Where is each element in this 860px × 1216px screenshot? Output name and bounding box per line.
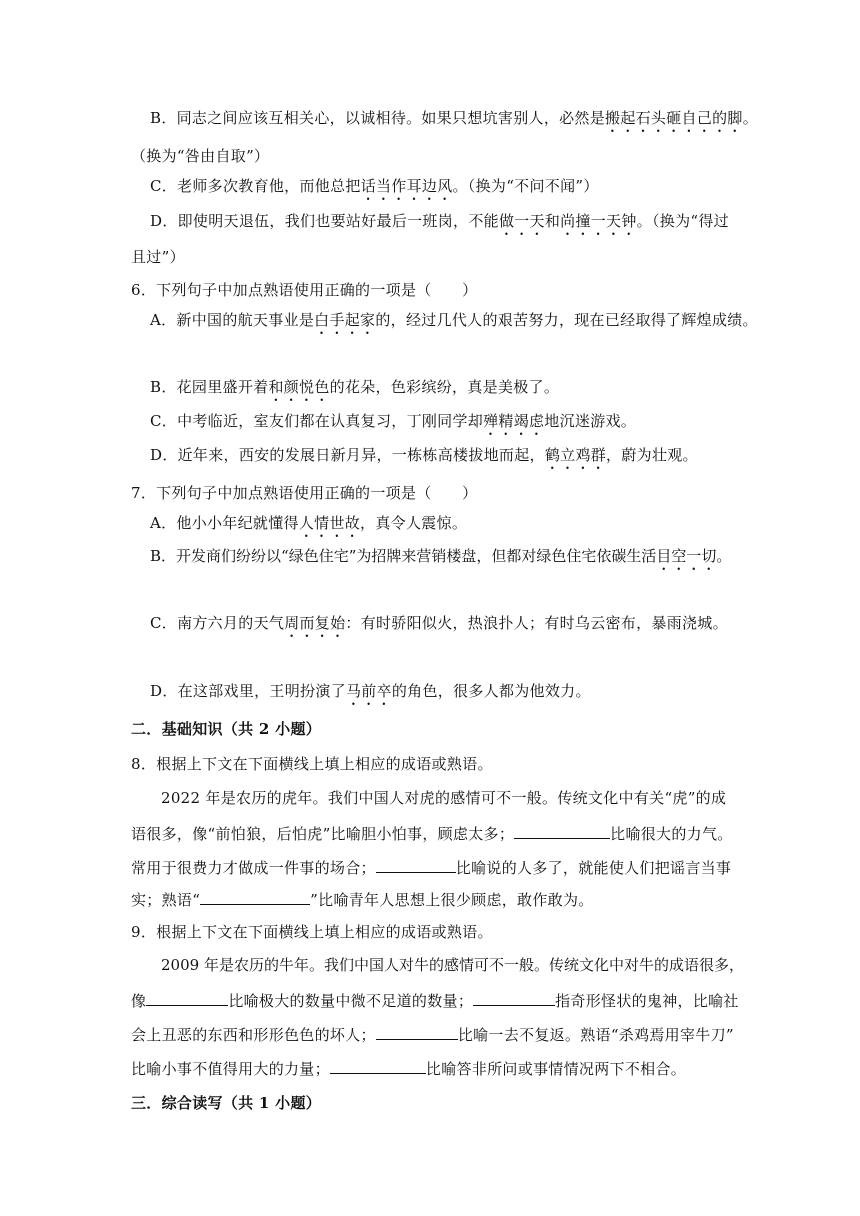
q6-c-text-end: 地沉迷游戏。 [544,412,637,430]
q6-a-idiom: 白手起家 [314,311,376,329]
q5-c-idiom: 话当作耳边风 [360,177,453,195]
q5-option-d-cont [131,247,185,267]
q5-b-idiom: 搬起石头砸自己的脚 [605,109,743,127]
q9-line-2-text-end: 指奇形怪状的鬼神，比喻社 [555,992,739,1010]
q8-paragraph-line-2 [131,822,733,844]
q9-paragraph-line-3 [131,1023,734,1045]
q6-d-text: D．近年来，西安的发展日新月异，一栋栋高楼拔地而起， [150,446,545,464]
q7-c-idiom: 周而复始 [284,614,346,632]
q9-paragraph-line-4 [131,1057,686,1079]
q5-c-text-end: 。（换为“不问不闻”） [452,177,599,195]
q9-line-1-text: 2009 年是农历的牛年。我们中国人对牛的感情可不一般。传统文化中对牛的成语很多， [161,956,744,974]
q8-line-3-text: 常用于很费力才做成一件事的场合； [131,859,376,877]
section-2-title: 二．基础知识（共 2 小题） [131,720,322,738]
q7-stem-text: 7．下列句子中加点熟语使用正确的一项是（ ） [131,484,478,502]
q7-a-text-end: ，真令人震惊。 [360,514,468,532]
q7-d-text: D．在这部戏里，王明扮演了 [150,682,346,700]
q8-stem [131,754,493,774]
q8-line-4-text: 实；熟语“ [131,891,201,909]
q8-blank-1[interactable] [514,822,610,839]
q5-b-replacement: （换为“咎由自取”） [131,147,270,165]
q5-option-c [150,176,599,204]
q5-b-text: B．同志之间应该互相关心，以诚相待。如果只想坑害别人，必然是 [150,109,606,127]
q9-line-3-text-end: 比喻一去不复返。熟语“杀鸡焉用宰牛刀” [457,1026,734,1044]
q8-blank-3[interactable] [200,888,310,905]
q9-line-4-text-end: 比喻答非所问或事情情况两下不相合。 [425,1060,687,1078]
q5-d-replacement-end: 且过”） [131,248,185,266]
q8-stem-text: 8．根据上下文在下面横线上填上相应的成语或熟语。 [131,755,493,773]
q6-stem-text: 6．下列句子中加点熟语使用正确的一项是（ ） [131,281,478,299]
q9-blank-2[interactable] [473,989,555,1006]
q5-d-idiom-part2: 尚撞一天钟 [560,212,637,230]
q7-d-idiom: 马前卒 [345,682,392,700]
q7-option-a [150,513,467,541]
q7-c-text: C．南方六月的天气 [150,614,285,632]
q6-a-text-end: 的，经过几代人的艰苦努力，现在已经取得了辉煌成绩。 [375,311,758,329]
q9-stem-text: 9．根据上下文在下面横线上填上相应的成语或熟语。 [131,923,493,941]
q8-line-4-text-end: ”比喻青年人思想上很少顾虑，敢作敢为。 [310,891,594,909]
q5-c-text: C．老师多次教育他，而他总把 [150,177,361,195]
q9-blank-1[interactable] [146,989,228,1006]
q5-d-text-end: 。（换为“得过 [636,212,729,230]
q5-option-d [150,211,729,239]
q9-blank-4[interactable] [330,1057,426,1074]
q5-d-idiom-part1: 做一天 [498,212,545,230]
q5-option-b-cont [131,146,269,166]
q9-stem [131,922,493,942]
q9-line-2-text: 像 [131,992,147,1010]
q9-line-4-text: 比喻小事不值得用大的力量； [131,1060,330,1078]
q6-c-text: C．中考临近，室友们都在认真复习，丁刚同学却 [150,412,484,430]
q8-paragraph-line-4 [131,888,594,910]
q8-blank-2[interactable] [376,856,456,873]
q6-a-text: A．新中国的航天事业是 [150,311,315,329]
q9-paragraph-line-2 [131,989,739,1011]
q7-option-b [150,546,731,574]
q7-c-text-end: ：有时骄阳似火，热浪扑人；有时乌云密布，暴雨浇城。 [345,614,728,632]
q5-b-text-end: 。 [742,109,759,127]
q7-a-text: A．他小小年纪就懂得 [150,514,299,532]
q6-option-d [150,445,698,473]
q5-d-mid: 和 [544,212,561,230]
q8-paragraph-line-1 [161,788,726,808]
q7-d-text-end: 的角色，很多人都为他效力。 [391,682,591,700]
q6-stem [131,280,477,300]
q8-line-3-text-end: 比喻说的人多了，就能使人们把谣言当事 [455,859,732,877]
q7-option-d [150,681,591,709]
q7-b-idiom: 目空一切 [656,547,717,565]
q5-option-b [150,108,758,136]
q7-b-text: B．开发商们纷纷以“绿色住宅”为招牌来营销楼盘，但都对绿色住宅依碳生活 [150,547,657,565]
q6-b-idiom: 和颜悦色 [268,378,330,396]
q6-b-text: B．花园里盛开着 [150,378,269,396]
q9-paragraph-line-1 [161,955,744,975]
q8-paragraph-line-3 [131,856,731,878]
q6-option-b [150,377,559,405]
q6-b-text-end: 的花朵，色彩缤纷，真是美极了。 [329,378,560,396]
q5-d-text: D．即使明天退伍，我们也要站好最后一班岗，不能 [150,212,499,230]
q6-option-a [150,310,758,338]
section-3-title: 三．综合读写（共 1 小题） [131,1094,322,1112]
q7-option-c [150,613,728,641]
section-heading-basics [131,719,321,739]
q8-line-2-text-end: 比喻很大的力气。 [610,825,733,843]
q9-blank-3[interactable] [376,1023,458,1040]
q7-stem [131,483,477,503]
q8-line-2-text: 语很多，像“前怕狼，后怕虎”比喻胆小怕事，顾虑太多； [131,825,515,843]
q6-d-idiom: 鹤立鸡群 [544,446,607,464]
q7-b-text-end: 。 [716,547,732,565]
q6-c-idiom: 殚精竭虑 [483,412,545,430]
q9-line-2-text-mid: 比喻极大的数量中微不足道的数量； [228,992,474,1010]
q8-line-1-text: 2022 年是农历的虎年。我们中国人对虎的感情可不一般。传统文化中有关“虎”的成 [161,789,727,807]
q9-line-3-text: 会上丑恶的东西和形形色色的坏人； [131,1026,376,1044]
q6-d-text-end: ，蔚为壮观。 [606,446,698,464]
q6-option-c [150,411,636,439]
q7-a-idiom: 人情世故 [298,514,361,532]
section-heading-reading-writing [131,1093,321,1113]
